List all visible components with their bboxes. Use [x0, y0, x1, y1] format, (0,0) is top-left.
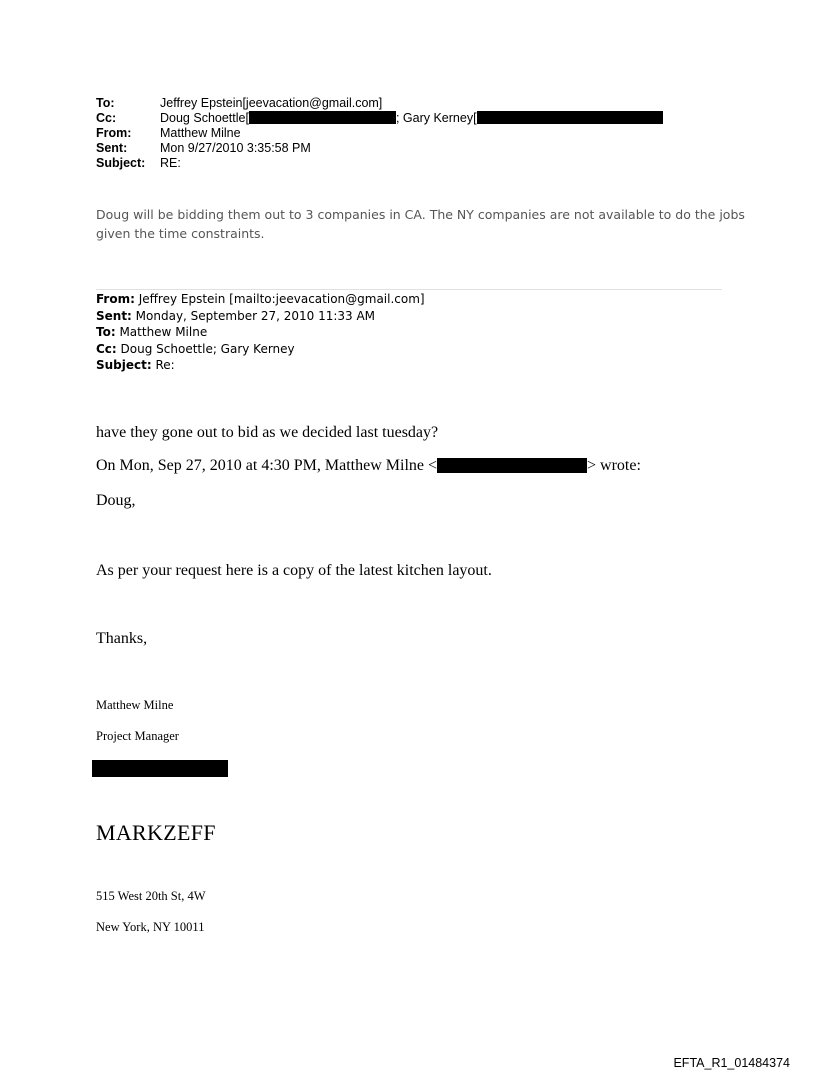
- from-label: From:: [96, 126, 132, 140]
- address-line-2: New York, NY 10011: [96, 920, 205, 934]
- cc-name-1: Doug Schoettle[: [160, 111, 249, 125]
- attribution-prefix: On Mon, Sep 27, 2010 at 4:30 PM, Matthew Milne <: [96, 457, 438, 474]
- greeting: Doug,: [96, 492, 136, 509]
- message: As per your request here is a copy of the latest kitchen layout.: [96, 562, 492, 579]
- signature-title: Project Manager: [96, 729, 179, 743]
- reply-line-2: given the time constraints.: [96, 226, 265, 241]
- cc-label: Cc:: [96, 111, 117, 125]
- redaction-block: [477, 111, 663, 124]
- quoted-to-row: [96, 324, 425, 341]
- thanks: Thanks,: [96, 630, 148, 647]
- attribution-suffix: > wrote:: [587, 457, 641, 474]
- quoted-header: [96, 291, 425, 374]
- redaction-block: [249, 111, 396, 124]
- company-logo: MARKZEFF: [96, 820, 216, 845]
- subject-value: RE:: [160, 156, 181, 170]
- address-line-1: 515 West 20th St, 4W: [96, 889, 206, 903]
- subject-row: [0, 156, 816, 171]
- document-id: EFTA_R1_01484374: [673, 1056, 790, 1070]
- from-row: [0, 126, 816, 141]
- quoted-sent-row: [96, 308, 425, 325]
- redaction-block: [437, 458, 587, 473]
- quoted-cc-label: Cc:: [96, 341, 117, 356]
- sent-value: Mon 9/27/2010 3:35:58 PM: [160, 141, 311, 155]
- quoted-from-value: Jeffrey Epstein [mailto:jeevacation@gmail.com]: [134, 292, 425, 306]
- cc-row: [0, 111, 816, 126]
- cc-name-2: ; Gary Kerney[: [395, 111, 477, 125]
- quoted-cc-row: [96, 341, 425, 358]
- subject-label: Subject:: [96, 156, 146, 170]
- to-value: Jeffrey Epstein[jeevacation@gmail.com]: [160, 96, 383, 110]
- from-value: Matthew Milne: [160, 126, 241, 140]
- to-row: [0, 96, 816, 111]
- quoted-subject-row: [96, 357, 425, 374]
- quoted-from-row: [96, 291, 425, 308]
- quoted-subject-label: Subject:: [96, 358, 152, 372]
- quoted-sent-value: Monday, September 27, 2010 11:33 AM: [131, 308, 376, 323]
- quoted-to-value: Matthew Milne: [115, 325, 208, 339]
- quoted-cc-value: Doug Schoettle; Gary Kerney: [116, 341, 295, 356]
- quoted-sent-label: Sent:: [96, 308, 132, 323]
- redaction-block: [92, 760, 228, 777]
- reply-body: [96, 205, 745, 243]
- sent-label: Sent:: [96, 141, 128, 155]
- cc-value: [160, 111, 663, 126]
- sent-row: [0, 141, 816, 156]
- signature-name: Matthew Milne: [96, 698, 174, 712]
- quote-divider: [96, 289, 722, 290]
- reply-line-1: Doug will be bidding them out to 3 companies in CA. The NY companies are not available to do the jobs: [96, 207, 745, 222]
- quoted-from-label: From:: [96, 292, 135, 306]
- quoted-subject-value: Re:: [151, 358, 175, 372]
- quoted-to-label: To:: [96, 325, 116, 339]
- quoted-attribution: [96, 457, 641, 475]
- to-label: To:: [96, 96, 115, 110]
- quoted-question: have they gone out to bid as we decided last tuesday?: [96, 424, 439, 441]
